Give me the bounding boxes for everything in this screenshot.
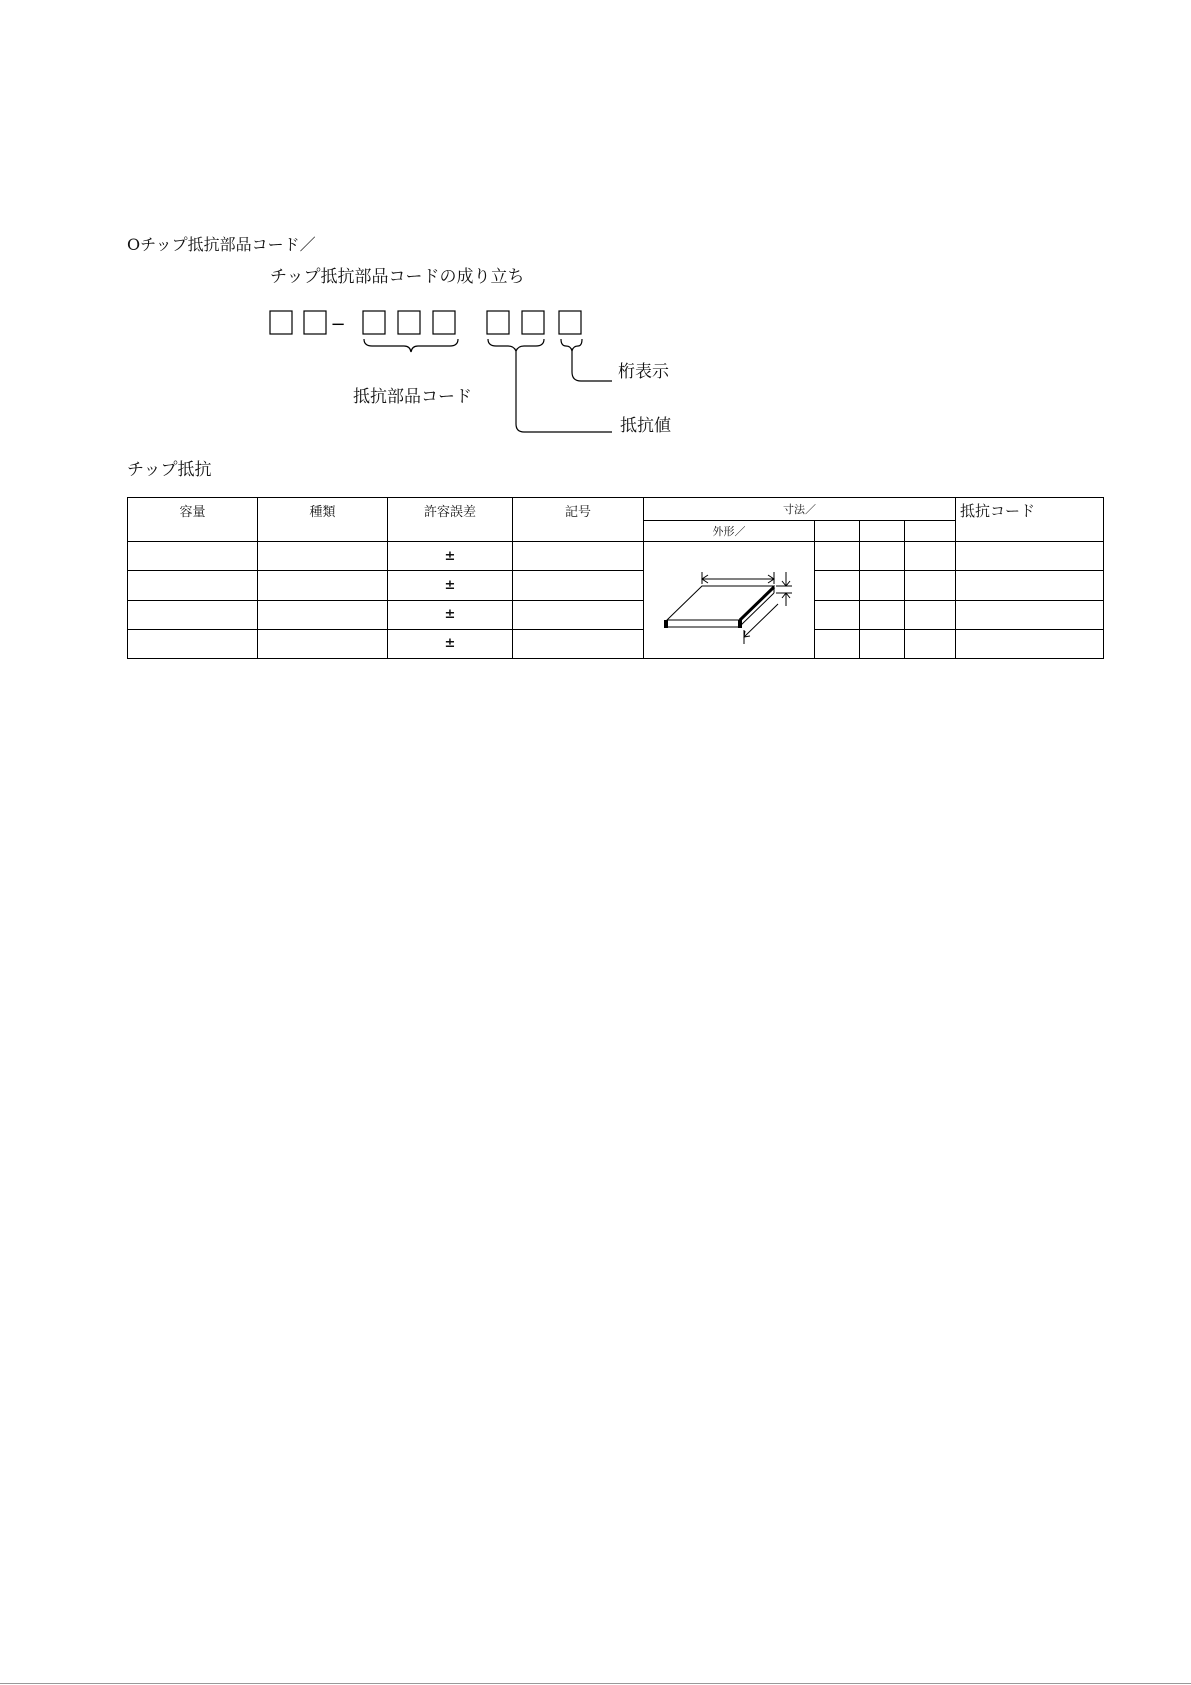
- header-outline: 外形／: [644, 521, 815, 542]
- cell-dim-1: [815, 571, 860, 600]
- code-separator: −: [330, 314, 346, 335]
- cell-capacity: [128, 600, 258, 629]
- table-row: [128, 542, 1104, 571]
- cell-dim-3: [905, 600, 956, 629]
- cell-tolerance: ±: [388, 571, 513, 600]
- cell-type: [258, 571, 388, 600]
- digit-brace: [561, 339, 582, 351]
- table-row: [128, 600, 1104, 629]
- cell-dim-2: [860, 571, 905, 600]
- code-box-7: [522, 311, 544, 334]
- cell-symbol: [513, 571, 644, 600]
- value-leader: [516, 351, 612, 432]
- header-dim-1: [815, 521, 860, 542]
- digit-leader: [572, 351, 612, 381]
- code-box-8: [559, 311, 581, 334]
- cell-dim-2: [860, 629, 905, 658]
- cell-resistor-code: [956, 542, 1104, 571]
- cell-resistor-code: [956, 600, 1104, 629]
- cell-type: [258, 542, 388, 571]
- cell-dim-3: [905, 629, 956, 658]
- header-type: 種類: [258, 498, 388, 542]
- page-bottom-rule: [0, 1683, 1191, 1684]
- code-structure-diagram: [0, 0, 1191, 460]
- cell-symbol: [513, 542, 644, 571]
- code-box-6: [487, 311, 509, 334]
- table-row: [128, 571, 1104, 600]
- cell-dim-2: [860, 542, 905, 571]
- chip-outline-figure: [644, 542, 815, 659]
- cell-capacity: [128, 629, 258, 658]
- code-box-1: [270, 311, 292, 334]
- header-resistor-code: 抵抗コード: [956, 498, 1104, 542]
- resistor-part-code-label: 抵抗部品コード: [353, 387, 472, 407]
- header-capacity: 容量: [128, 498, 258, 542]
- cell-resistor-code: [956, 629, 1104, 658]
- chip-resistor-table: [127, 497, 1104, 659]
- code-box-2: [304, 311, 326, 334]
- code-box-4: [398, 311, 420, 334]
- cell-tolerance: ±: [388, 600, 513, 629]
- header-dim-3: [905, 521, 956, 542]
- cell-tolerance: ±: [388, 629, 513, 658]
- cell-symbol: [513, 629, 644, 658]
- table-title: チップ抵抗: [127, 460, 212, 480]
- cell-dim-1: [815, 629, 860, 658]
- cell-tolerance: ±: [388, 542, 513, 571]
- code-brace: [364, 339, 458, 352]
- section-title: Oチップ抵抗部品コード／: [127, 235, 316, 254]
- code-box-5: [433, 311, 455, 334]
- cell-type: [258, 600, 388, 629]
- cell-dim-2: [860, 600, 905, 629]
- cell-symbol: [513, 600, 644, 629]
- digit-label: 桁表示: [618, 362, 669, 382]
- header-tolerance: 許容誤差: [388, 498, 513, 542]
- table-row: [128, 629, 1104, 658]
- cell-capacity: [128, 542, 258, 571]
- chip-resistor-outline-icon: [644, 542, 814, 654]
- cell-type: [258, 629, 388, 658]
- resistance-value-label: 抵抗値: [620, 416, 671, 436]
- cell-dim-3: [905, 571, 956, 600]
- cell-dim-1: [815, 542, 860, 571]
- code-box-3: [363, 311, 385, 334]
- header-symbol: 記号: [513, 498, 644, 542]
- cell-resistor-code: [956, 571, 1104, 600]
- cell-dim-1: [815, 600, 860, 629]
- value-brace: [488, 339, 544, 351]
- cell-capacity: [128, 571, 258, 600]
- header-dimensions: 寸法／: [644, 498, 956, 521]
- header-dim-2: [860, 521, 905, 542]
- cell-dim-3: [905, 542, 956, 571]
- diagram-title: チップ抵抗部品コードの成り立ち: [270, 267, 525, 287]
